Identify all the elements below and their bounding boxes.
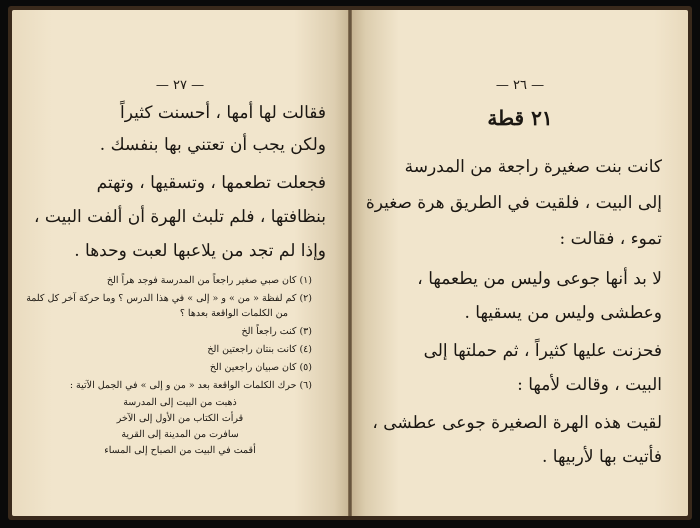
- exercise-sentence: قرأت الكتاب من الأول إلى الآخر: [116, 413, 244, 424]
- exercise-sentence: ذهبت من البيت إلى المدرسة: [123, 397, 237, 408]
- text-line: وإذا لم تجد من يلاعبها لعبت وحدها .: [74, 241, 326, 261]
- text-line: فأتيت بها لأربيها .: [541, 447, 662, 467]
- lesson-title: ٢١ قطة: [487, 106, 553, 130]
- open-book: [8, 6, 692, 520]
- exercise-item: (٥) كان صبيان راجعين الخ: [209, 362, 312, 373]
- text-line: وعطشى وليس من يسقيها .: [464, 303, 662, 323]
- exercise-item: (٢) كم لفظة « من » و « إلى » في هذا الدرس ؟ وما حركة آخر كل كلمة: [26, 293, 312, 304]
- exercise-sentence: سافرت من المدينة إلى القرية: [121, 429, 239, 440]
- left-page-number: — ٢٧ —: [155, 78, 205, 93]
- exercise-item: (٦) حرك الكلمات الواقعة بعد « من و إلى » في الجمل الآتية :: [69, 380, 312, 391]
- text-line: فجعلت تطعمها ، وتسقيها ، وتهتم: [96, 173, 326, 193]
- text-line: كانت بنت صغيرة راجعة من المدرسة: [404, 157, 662, 177]
- exercise-item: من الكلمات الواقعة بعدها ؟: [179, 308, 288, 319]
- text-line: فحزنت عليها كثيراً ، ثم حملتها إلى: [423, 341, 662, 361]
- text-line: فقالت لها أمها ، أحسنت كثيراً: [119, 103, 326, 123]
- exercise-item: (٤) كانت بنتان راجعتين الخ: [207, 344, 312, 355]
- exercise-item: (١) كان صبي صغير راجعاً من المدرسة فوجد هراً الخ: [106, 275, 312, 286]
- right-page-number: — ٢٦ —: [495, 78, 545, 93]
- text-line: لا بد أنها جوعى وليس من يطعمها ،: [417, 269, 662, 289]
- exercise-sentence: أقمت في البيت من الصباح إلى المساء: [104, 445, 256, 456]
- right-page: [352, 10, 688, 516]
- text-line: بنظافتها ، فلم تلبث الهرة أن ألفت البيت ،: [34, 207, 326, 227]
- exercise-item: (٣) كنت راجعاً الخ: [241, 326, 312, 337]
- text-line: تموء ، فقالت :: [559, 229, 662, 249]
- text-line: البيت ، وقالت لأمها :: [517, 375, 662, 395]
- text-line: لقيت هذه الهرة الصغيرة جوعى عطشى ،: [372, 413, 662, 433]
- left-page: [12, 10, 348, 516]
- text-line: ولكن يجب أن تعتني بها بنفسك .: [99, 135, 326, 155]
- text-line: إلى البيت ، فلقيت في الطريق هرة صغيرة: [365, 193, 662, 213]
